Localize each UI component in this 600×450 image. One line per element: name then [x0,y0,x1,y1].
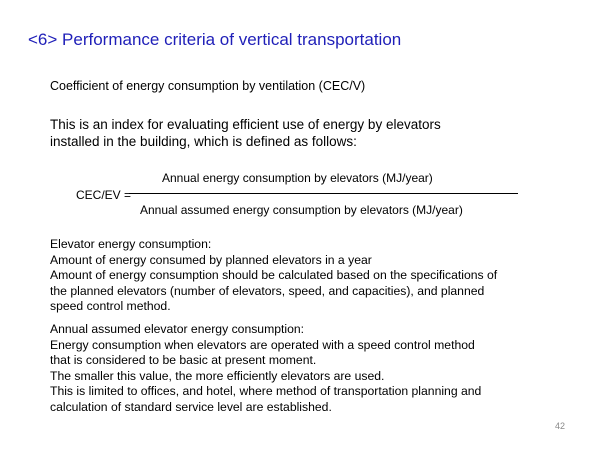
formula-numerator: Annual energy consumption by elevators (MJ/year) [162,171,433,185]
intro-line: installed in the building, which is defined as follows: [50,134,357,149]
intro-paragraph [50,116,580,150]
page-number: 42 [555,421,566,431]
definition-line: Amount of energy consumption should be calculated based on the specifications of [50,268,498,283]
definition-line: the planned elevators (number of elevators, speed, and capacities), and planned [50,283,485,298]
elevator-energy-definition [50,237,590,315]
slide-title: <6> Performance criteria of vertical transportation [28,30,402,49]
definition-line: The smaller this value, the more efficiently elevators are used. [50,368,385,383]
definition-line: This is limited to offices, and hotel, where method of transportation planning and [50,384,482,399]
formula-label: CEC/EV = [76,188,132,202]
definition-line: Elevator energy consumption: [50,237,212,251]
intro-line: This is an index for evaluating efficient use of energy by elevators [50,117,441,132]
definition-line: calculation of standard service level are established. [50,399,332,414]
assumed-energy-definition [50,322,590,416]
fraction-bar [129,193,518,194]
definition-line: speed control method. [50,299,171,314]
formula-denominator: Annual assumed energy consumption by elevators (MJ/year) [140,203,463,217]
definition-line: Annual assumed elevator energy consumption: [50,322,305,336]
slide-subtitle: Coefficient of energy consumption by ventilation (CEC/V) [50,79,366,93]
definition-line: Amount of energy consumed by planned elevators in a year [50,252,372,267]
definition-line: that is considered to be basic at present moment. [50,353,317,368]
definition-line: Energy consumption when elevators are operated with a speed control method [50,337,475,352]
